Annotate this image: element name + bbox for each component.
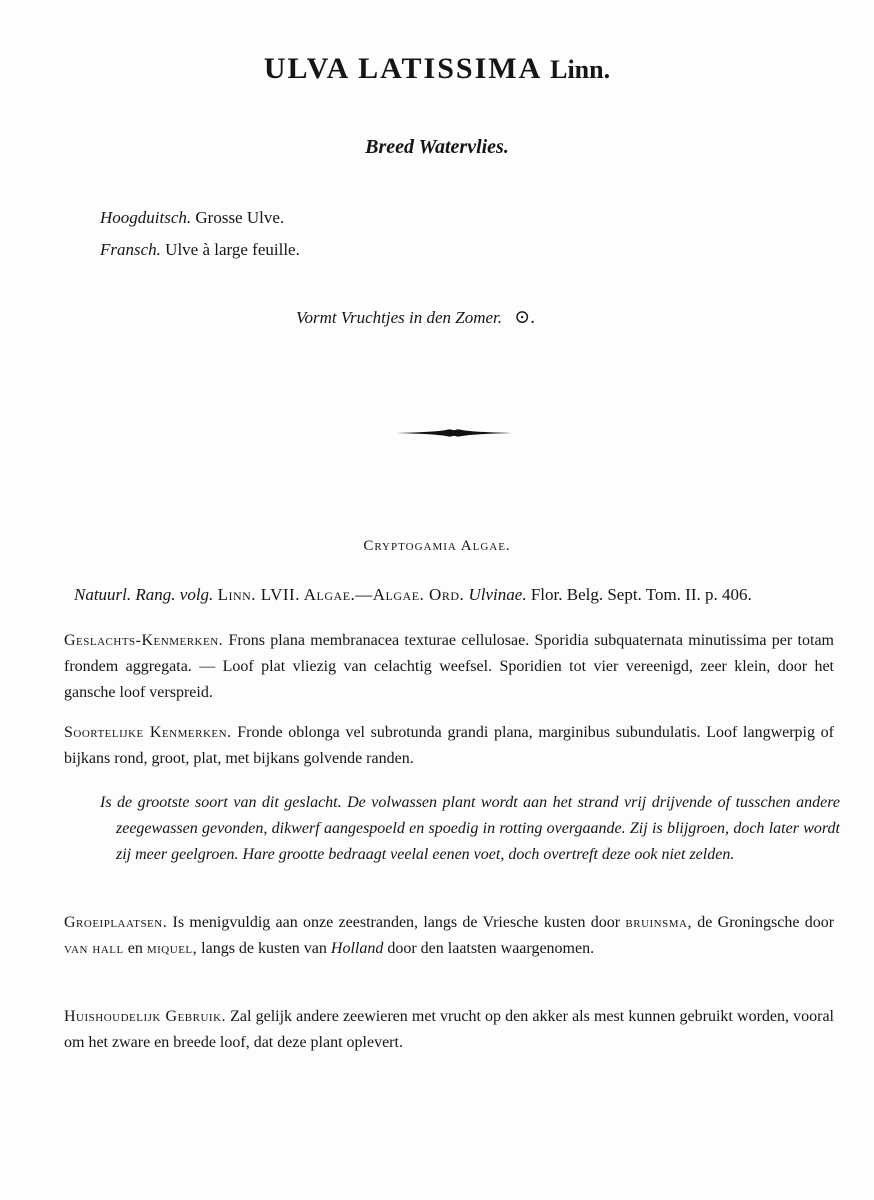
habitat-label: Groeiplaatsen. bbox=[64, 914, 168, 931]
household-label: Huishoudelijk Gebruik. bbox=[64, 1008, 227, 1025]
household-use-paragraph bbox=[64, 1004, 834, 1056]
species-name: ULVA LATISSIMA bbox=[263, 52, 541, 85]
divider-ornament-icon bbox=[396, 426, 512, 440]
collector-name: van hall bbox=[64, 940, 124, 957]
language-label: Fransch. bbox=[100, 240, 161, 259]
habitat-text: Is menigvuldig aan onze zeestranden, langs de Vriesche kusten door bbox=[172, 914, 621, 931]
habitat-text: de Groningsche door bbox=[697, 914, 835, 931]
genus-text: Frons plana membranacea texturae cellulosae. Sporidia subquaternata minutissima per totam frondem aggregata. — Loof plat vliezig van celachtig weefsel. Sporidien tot vier vereenigd, zeer klein, door het gansche loof verspreid. bbox=[64, 632, 834, 701]
habitat-text: en bbox=[127, 940, 143, 957]
rank-reference: Flor. Belg. Sept. Tom. II. p. 406. bbox=[530, 585, 752, 604]
genus-characters bbox=[64, 628, 834, 706]
place-name: Holland bbox=[330, 940, 384, 957]
perennial-symbol-icon: ⊙. bbox=[514, 307, 535, 328]
name-value: Grosse Ulve. bbox=[195, 208, 285, 227]
species-text: Fronde oblonga vel subrotunda grandi plana, marginibus subundulatis. Loof langwerpig of bijkans rond, groot, plat, met bijkans golvende randen. bbox=[64, 724, 834, 767]
description-paragraph: Is de grootste soort van dit geslacht. De volwassen plant wordt aan het strand vrij drijvende of tusschen andere zeegewassen gevonden, dikwerf aangespoeld en spoedig in rotting overgaande. Zij is blijgroen, doch later wordt zij meer geelgroen. Hare grootte bedraagt veelal eenen voet, doch overtreft deze ook niet zelden. bbox=[100, 794, 840, 863]
species-author: Linn. bbox=[550, 55, 611, 84]
rank-linn: Linn. LVII. Algae.—Algae. Ord. bbox=[217, 585, 465, 604]
collector-name: miquel, bbox=[146, 940, 198, 957]
rank-label: Natuurl. Rang. volg. bbox=[74, 585, 214, 604]
foreign-name-german bbox=[100, 202, 300, 234]
genus-label: Geslachts-Kenmerken. bbox=[64, 632, 224, 649]
habitat-paragraph bbox=[64, 910, 834, 962]
household-text: Zal gelijk andere zeewieren met vrucht op den akker als mest kunnen gebruikt worden, vooral om het zware en breede loof, dat deze plant oplevert. bbox=[64, 1008, 835, 1051]
species-characters bbox=[64, 720, 834, 772]
rank-order: Ulvinae. bbox=[468, 585, 527, 604]
foreign-names bbox=[100, 202, 300, 266]
name-value: Ulve à large feuille. bbox=[165, 240, 300, 259]
fruiting-note bbox=[296, 306, 535, 329]
foreign-name-french bbox=[100, 234, 300, 266]
classification-heading: Cryptogamia Algae. bbox=[363, 538, 511, 554]
page-title bbox=[0, 52, 874, 86]
habitat-text: door den laatsten waargenomen. bbox=[387, 940, 595, 957]
fruiting-text: Vormt Vruchtjes in den Zomer. bbox=[296, 308, 503, 327]
language-label: Hoogduitsch. bbox=[100, 208, 192, 227]
natural-rank-line bbox=[74, 582, 834, 608]
species-label: Soortelijke Kenmerken. bbox=[64, 724, 232, 741]
dutch-name: Breed Watervlies. bbox=[365, 136, 509, 158]
collector-name: bruinsma, bbox=[625, 914, 692, 931]
habitat-text: langs de kusten van bbox=[201, 940, 327, 957]
